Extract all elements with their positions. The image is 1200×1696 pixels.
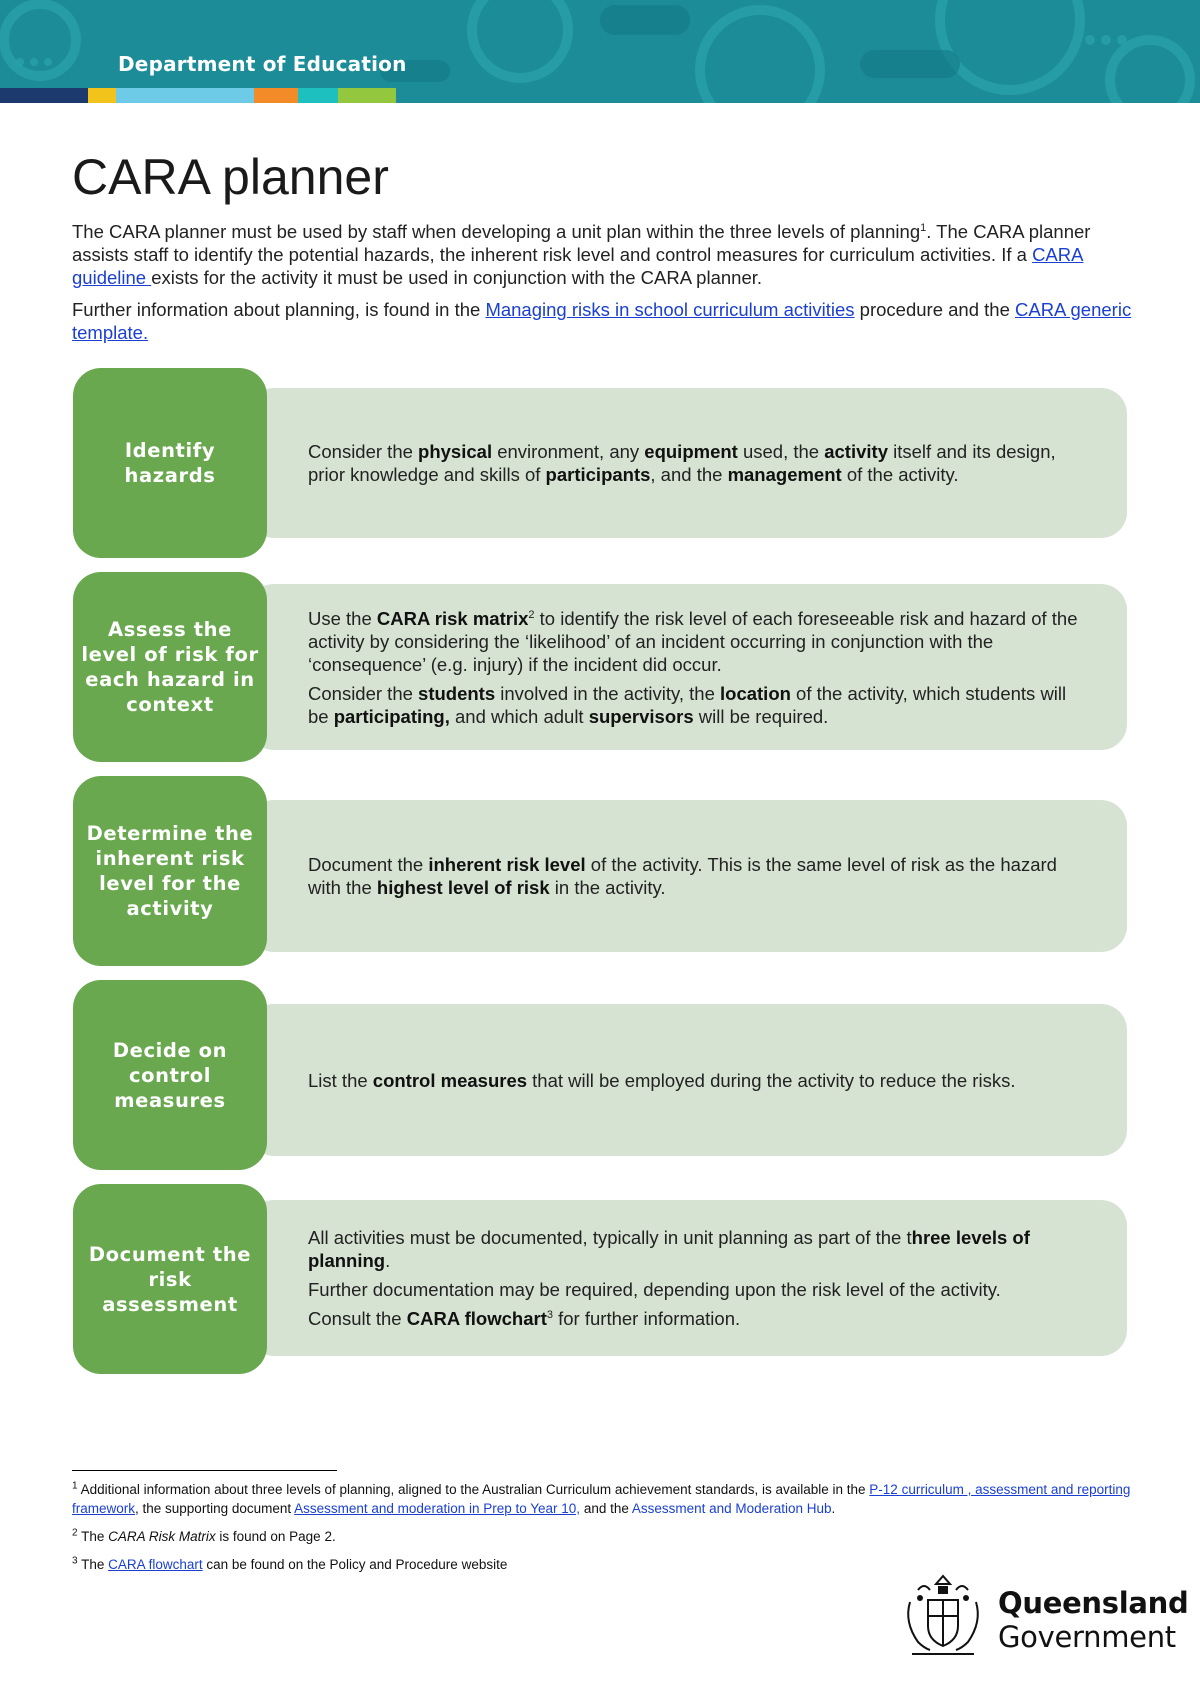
header-banner [0,0,1200,103]
managing-risks-link[interactable]: Managing risks in school curriculum activities [485,299,855,320]
footnote-divider [72,1470,337,1471]
step-label: Document the risk assessment [73,1184,267,1374]
step-label: Assess the level of risk for each hazard in context [73,572,267,762]
department-name: Department of Education [118,52,407,76]
footnote-3: $^3$ The CARA flowchart can be found on the Policy and Procedure website [72,1555,508,1572]
step-identify-hazards [73,368,1127,558]
intro-section [72,220,1132,353]
step-text: Consult the CARA flowchart$^3$ for further information. [308,1308,741,1329]
step-description [308,1200,1087,1356]
step-description [308,1004,1087,1156]
intro-paragraph-1 [72,220,1132,289]
step-control-measures [73,980,1127,1170]
logo-queensland: Queensland [998,1586,1189,1620]
qld-government-logo [898,1572,1189,1662]
intro-text: The CARA planner must be used by staff when developing a unit plan within the three levels of planning [72,221,921,242]
step-label: Decide on control measures [73,980,267,1170]
stripe-teal [298,88,338,103]
coat-of-arms-icon [898,1572,988,1662]
color-stripes [0,88,396,103]
footnote-ref-1[interactable]: 1 [920,221,927,234]
stripe-yellow [88,88,116,103]
step-text: Use the CARA risk matrix$^2$ to identify the risk level of each foreseeable risk and hazard of the activity by considering the ‘likelihood’ of an incident occurring in conjunction with the ‘consequence’ (e.g. injury) if the incident did occur. [308,607,1078,675]
step-assess-risk [73,572,1127,762]
step-text: All activities must be documented, typically in unit planning as part of the three levels of planning. [308,1227,1030,1271]
intro-text: . The CARA planner assists staff to identify the potential hazards, the inherent risk level and control measures for curriculum activities. If a [72,221,1091,265]
stripe-lightblue [116,88,210,103]
step-description [308,800,1087,952]
cara-guideline-link[interactable]: CARA guideline [72,244,1084,288]
footnote-ref-3[interactable]: 3 [546,1308,553,1321]
cara-generic-template-link[interactable]: CARA generic template. [72,299,1132,343]
step-text: Consider the students involved in the activity, the location of the activity, which students will be participating, and which adult supervisors will be required. [308,682,1067,727]
assessment-moderation-link[interactable]: Assessment and moderation in Prep to Year 10, [294,1501,581,1516]
step-text: Further documentation may be required, depending upon the risk level of the activity. [308,1279,1001,1300]
p12-framework-link[interactable]: P-12 curriculum , assessment and reporting framework [72,1482,1131,1516]
step-label: Identify hazards [73,368,267,558]
step-determine-inherent-risk [73,776,1127,966]
stripe-navy [0,88,88,103]
step-text: Document the inherent risk level of the activity. This is the same level of risk as the hazard with the highest level of risk in the activity. [308,854,1057,898]
intro-text: procedure and the [854,299,1015,320]
step-description [308,584,1087,750]
footnote-ref-2[interactable]: 2 [528,608,535,621]
stripe-orange [254,88,298,103]
intro-paragraph-2 [72,298,1132,344]
footnote-2: $^2$ The CARA Risk Matrix is found on Page 2. [72,1527,336,1544]
page-title: CARA planner [72,149,389,205]
moderation-hub-link[interactable]: Assessment and Moderation Hub [631,1501,832,1516]
footnotes [72,1480,1132,1583]
stripe-lightblue-2 [210,88,254,103]
step-text: Consider the physical environment, any equipment used, the activity itself and its design, prior knowledge and skills of participants, and the management of the activity. [308,441,1056,485]
logo-government: Government [998,1620,1176,1654]
step-text: List the control measures that will be employed during the activity to reduce the risks. [308,1069,1016,1091]
step-document-risk-assessment [73,1184,1127,1374]
cara-flowchart-link[interactable]: CARA flowchart [108,1557,203,1572]
stripe-green [338,88,396,103]
step-label: Determine the inherent risk level for the activity [73,776,267,966]
footnote-1: $^1$ Additional information about three levels of planning, aligned to the Australian Curriculum achievement standards, is available in the P-12 curriculum , assessment and reporting framework, the supporting document Assessment and moderation in Prep to Year 10, and the Assessment and Moderation Hub. [72,1480,1131,1516]
step-description [308,388,1087,538]
intro-text: Further information about planning, is found in the [72,299,486,320]
intro-text: exists for the activity it must be used in conjunction with the CARA planner. [151,267,763,288]
